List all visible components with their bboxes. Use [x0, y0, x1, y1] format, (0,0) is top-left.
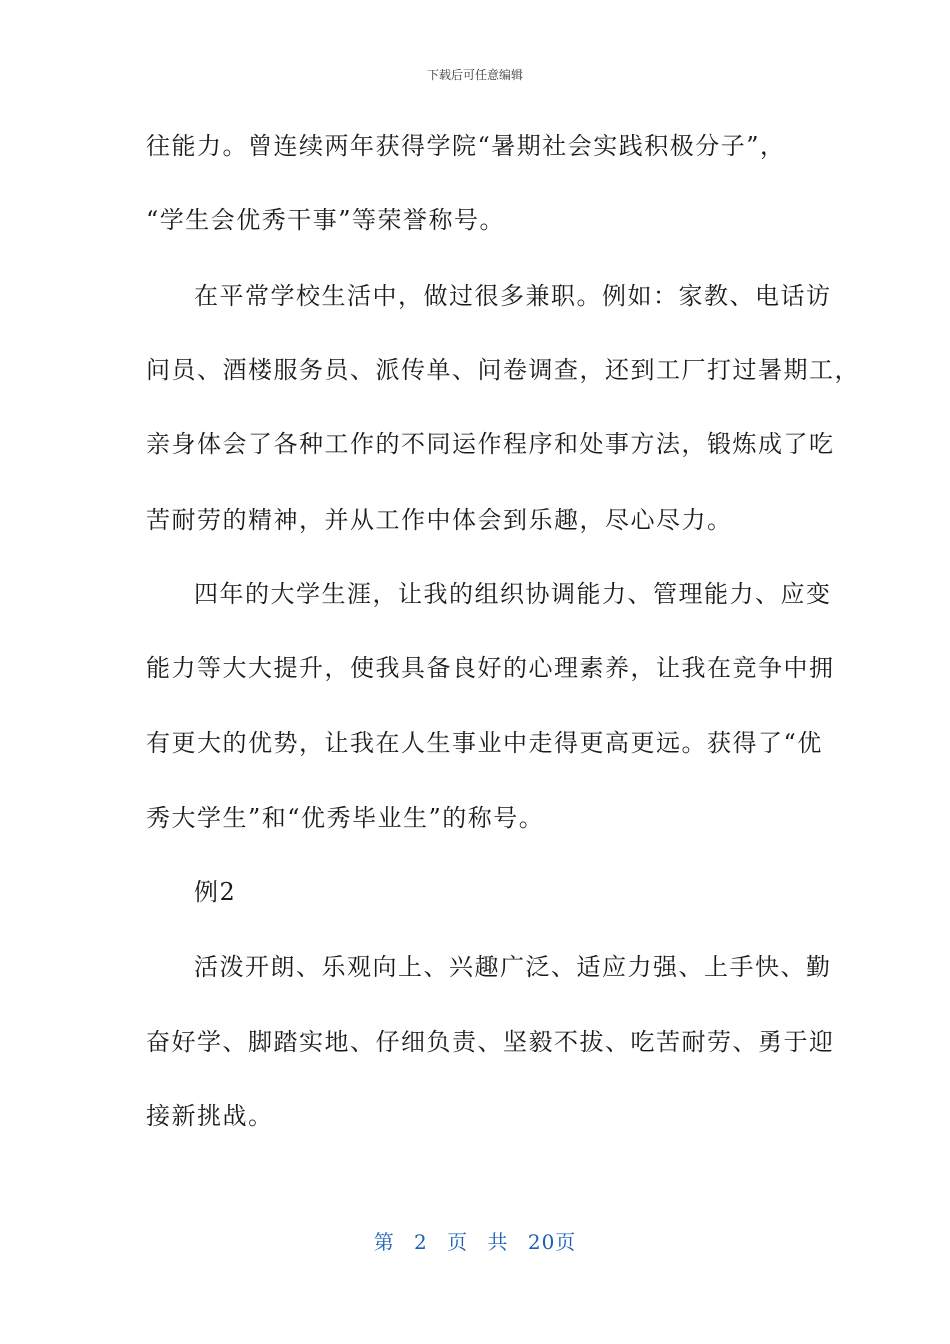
paragraph-start-line: 活泼开朗、乐观向上、兴趣广泛、适应力强、上手快、勤 — [194, 953, 832, 981]
text-line: 秀大学生”和“优秀毕业生”的称号。 — [146, 804, 545, 832]
current-page-number: 2 — [414, 1230, 428, 1254]
text-line: 苦耐劳的精神，并从工作中体会到乐趣，尽心尽力。 — [146, 506, 733, 534]
page-word: 页 — [447, 1230, 469, 1254]
text-line: 接新挑战。 — [146, 1102, 274, 1130]
text-line: 奋好学、脚踏实地、仔细负责、坚毅不拔、吃苦耐劳、勇于迎 — [146, 1028, 835, 1056]
text-line: 能力等大大提升，使我具备良好的心理素养，让我在竞争中拥 — [146, 654, 835, 682]
text-line: 问员、酒楼服务员、派传单、问卷调查，还到工厂打过暑期工， — [146, 356, 860, 384]
page-prefix: 第 — [373, 1230, 395, 1254]
paragraph-start-line: 四年的大学生涯，让我的组织协调能力、管理能力、应变 — [194, 580, 832, 608]
page-indicator — [0, 1226, 950, 1255]
text-line: 往能力。曾连续两年获得学院“暑期社会实践积极分子”， — [146, 132, 786, 160]
paragraph-start-line: 在平常学校生活中，做过很多兼职。例如：家教、电话访 — [194, 282, 832, 310]
text-line: “学生会优秀干事”等荣誉称号。 — [146, 206, 506, 234]
example-heading: 例2 — [194, 878, 237, 906]
text-line: 有更大的优势，让我在人生事业中走得更高更远。获得了“优 — [146, 729, 823, 757]
text-line: 亲身体会了各种工作的不同运作程序和处事方法，锻炼成了吃 — [146, 430, 835, 458]
total-pages: 20页 — [527, 1230, 577, 1254]
total-prefix: 共 — [487, 1230, 509, 1254]
header-note: 下载后可任意编辑 — [426, 68, 523, 82]
